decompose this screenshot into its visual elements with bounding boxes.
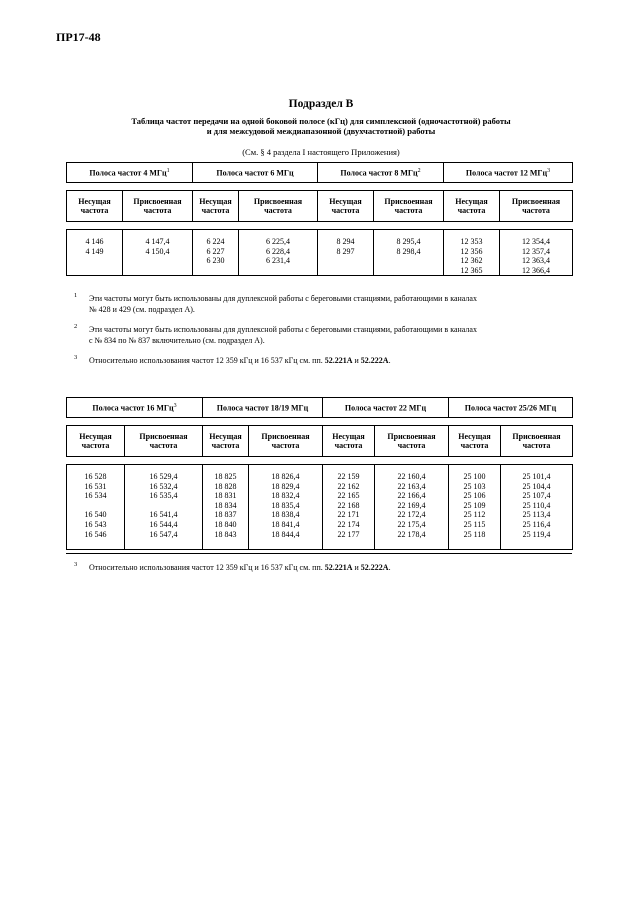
frequency-table-1 (66, 162, 573, 276)
assigned-frequency-header: Присвоенная частота (239, 191, 318, 222)
page-code: ПР17-48 (56, 30, 101, 44)
footnote-number: 3 (74, 354, 78, 361)
table-title (66, 116, 576, 136)
carrier-frequency-header: Несущая частота (449, 426, 501, 457)
frequency-column: 6 225,4 6 228,4 6 231,4 (239, 230, 318, 276)
frequency-column: 12 353 12 356 12 362 12 365 (444, 230, 500, 276)
band-header: Полоса частот 22 МГц (323, 398, 449, 418)
band-header: Полоса частот 18/19 МГц (203, 398, 323, 418)
footnote-number: 1 (74, 292, 78, 299)
frequency-column: 4 147,4 4 150,4 (123, 230, 193, 276)
subsection-title: Подраздел В (288, 98, 354, 110)
footnote-number: 3 (74, 561, 78, 568)
carrier-frequency-header: Несущая частота (67, 191, 123, 222)
band-header: Полоса частот 6 МГц (193, 163, 318, 183)
carrier-frequency-header: Несущая частота (323, 426, 375, 457)
assigned-frequency-header: Присвоенная частота (375, 426, 449, 457)
frequency-column: 8 294 8 297 (318, 230, 374, 276)
reference-note: (См. § 4 раздела I настоящего Приложения) (242, 147, 400, 157)
band-header: Полоса частот 4 МГц$^1$ (67, 163, 193, 183)
band-header: Полоса частот 25/26 МГц (449, 398, 573, 418)
table-title-line-1: Таблица частот передачи на одной боковой полосе (кГц) для симплексной (одночастотной) работы (131, 116, 511, 126)
frequency-column: 18 825 18 828 18 831 18 834 18 837 18 840 18 843 (203, 465, 249, 550)
frequency-column: 8 295,4 8 298,4 (374, 230, 444, 276)
frequency-column: 25 100 25 103 25 106 25 109 25 112 25 115 25 118 (449, 465, 501, 550)
divider-line (66, 553, 572, 554)
frequency-column: 12 354,4 12 357,4 12 363,4 12 366,4 (500, 230, 573, 276)
frequency-column: 18 826,4 18 829,4 18 832,4 18 835,4 18 838,4 18 841,4 18 844,4 (249, 465, 323, 550)
frequency-column: 4 146 4 149 (67, 230, 123, 276)
assigned-frequency-header: Присвоенная частота (249, 426, 323, 457)
assigned-frequency-header: Присвоенная частота (501, 426, 573, 457)
table-title-line-2: и для межсудовой междиапазонной (двухчастотной) работы (206, 126, 436, 136)
assigned-frequency-header: Присвоенная частота (123, 191, 193, 222)
assigned-frequency-header: Присвоенная частота (125, 426, 203, 457)
frequency-column: 22 160,4 22 163,4 22 166,4 22 169,4 22 172,4 22 175,4 22 178,4 (375, 465, 449, 550)
assigned-frequency-header: Присвоенная частота (500, 191, 573, 222)
carrier-frequency-header: Несущая частота (67, 426, 125, 457)
band-header: Полоса частот 16 МГц$^3$ (67, 398, 203, 418)
carrier-frequency-header: Несущая частота (193, 191, 239, 222)
footnote-number: 2 (74, 323, 78, 330)
frequency-column: 25 101,4 25 104,4 25 107,4 25 110,4 25 113,4 25 116,4 25 119,4 (501, 465, 573, 550)
carrier-frequency-header: Несущая частота (318, 191, 374, 222)
frequency-column: 16 529,4 16 532,4 16 535,4 16 541,4 16 544,4 16 547,4 (125, 465, 203, 550)
frequency-column: 6 224 6 227 6 230 (193, 230, 239, 276)
band-header: Полоса частот 8 МГц$^2$ (318, 163, 444, 183)
carrier-frequency-header: Несущая частота (203, 426, 249, 457)
frequency-table-2 (66, 397, 573, 550)
band-header: Полоса частот 12 МГц$^3$ (444, 163, 573, 183)
carrier-frequency-header: Несущая частота (444, 191, 500, 222)
frequency-column: 22 159 22 162 22 165 22 168 22 171 22 174 22 177 (323, 465, 375, 550)
assigned-frequency-header: Присвоенная частота (374, 191, 444, 222)
frequency-column: 16 528 16 531 16 534 16 540 16 543 16 546 (67, 465, 125, 550)
